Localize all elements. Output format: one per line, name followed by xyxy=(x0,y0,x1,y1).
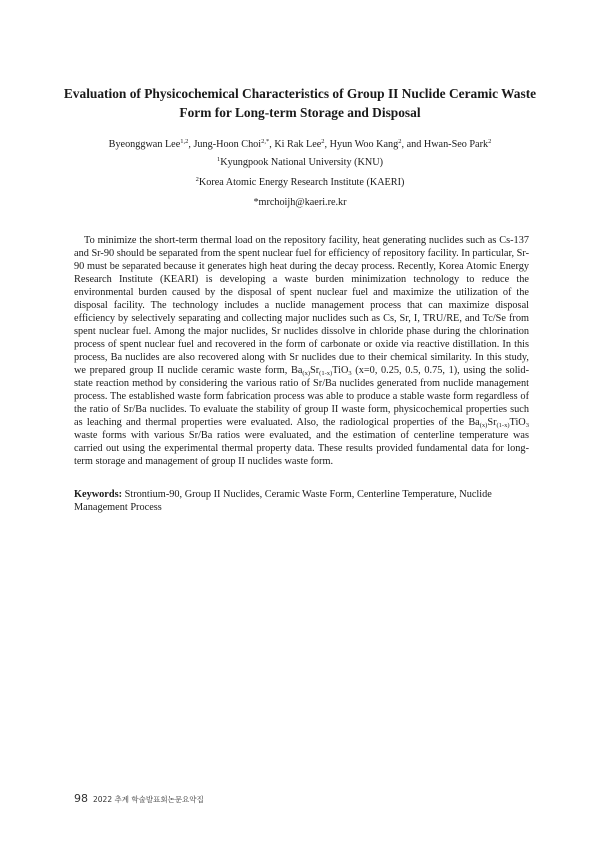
author: Hwan-Seo Park$^2$ xyxy=(423,138,492,150)
chemical-formula: $Ba_{(x)}Sr_{(1-x)}TiO_3$ xyxy=(290,365,352,377)
page-number: 98 xyxy=(74,792,88,805)
author-list xyxy=(40,138,560,151)
keywords xyxy=(74,488,529,514)
author: Hyun Woo Kang$^2$, and xyxy=(329,138,424,150)
page-footer xyxy=(74,792,204,805)
keywords-text: Strontium-90, Group II Nuclides, Ceramic Waste Form, Centerline Temperature, Nuclide Management Process xyxy=(74,489,492,513)
chemical-formula: $Ba_{(x)}Sr_{(1-x)}TiO_3$ xyxy=(468,417,529,429)
affiliation-1: $^1$Kyungpook National University (KNU) xyxy=(217,156,383,168)
keywords-label: Keywords: xyxy=(74,489,123,500)
abstract-body: To minimize the short-term thermal load on the repository facility, heat generating nuclides such as Cs-137 and Sr-90 should be separated from the spent nuclear fuel for efficiency of repository facility. In particular, Sr-90 must be separated because it generates high heat during the decay process. Recently, Korea Atomic Energy Research Institute (KEARI) is developing a waste burden minimization technology to reduce the environmental burden caused by the disposal of spent nuclear fuel and maximize the utilization of the disposal facility. The technology includes a nuclide management process that can maximize disposal efficiency by selectively separating and collecting major nuclides such as Cs, Sr, I, TRU/RE, and Tc/Se from spent nuclear fuel. Among the major nuclides, Sr nuclides dissolve in chloride phase during the chlorination process of spent nuclear fuel and recovered in the form of carbonate or oxide via reactive distillation. In this process, Ba nuclides are also recovered along with Sr nuclides due to their chemical similarity. In this study, we prepared group II nuclide ceramic waste form, $Ba_{(x)}Sr_{(1-x)}TiO_3$ (x=0, 0.25, 0.5, 0.75, 1), using the solid-state reaction method by considering the various ratio of Sr/Ba nuclides generated from nuclide management process. The established waste form fabrication process was able to produce a stable waste form regardless of the ratio of Sr/Ba nuclides. To evaluate the stability of group II waste form, physicochemical properties such as leaching and thermal properties were evaluated. Also, the radiological properties of the $Ba_{(x)}Sr_{(1-x)}TiO_3$ waste forms with various Sr/Ba ratios were evaluated, and the estimation of centerline temperature was carried out using the experimental thermal property data. These results provided fundamental data for long-term storage and management of group II nuclides waste form. xyxy=(74,235,529,467)
paper-title xyxy=(60,84,540,122)
corresponding-email: *mrchoijh@kaeri.re.kr xyxy=(253,197,347,208)
author: Ki Rak Lee$^2$, xyxy=(274,138,330,150)
affiliation-2: $^2$Korea Atomic Energy Research Institute (KAERI) xyxy=(195,176,405,188)
author: Jung-Hoon Choi$^{2,*}$, xyxy=(193,138,275,150)
title-line-1: Evaluation of Physicochemical Characteristics of Group II Nuclide Ceramic Waste xyxy=(63,86,537,101)
title-line-2: Form for Long-term Storage and Disposal xyxy=(179,105,421,120)
author: Byeonggwan Lee$^{1,2}$, xyxy=(108,138,194,150)
proceedings-name: 2022 추계 학술발표회논문요약집 xyxy=(93,795,204,804)
